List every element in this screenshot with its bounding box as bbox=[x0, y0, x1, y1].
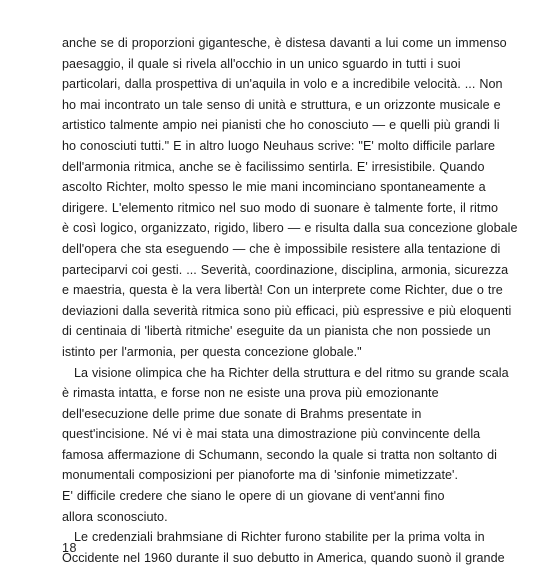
text-line: anche se di proporzioni gigantesche, è distesa davanti a lui come un immenso bbox=[62, 36, 507, 50]
text-line: ascolto Richter, molto spesso le mie mani incominciano spontaneamente a bbox=[62, 180, 486, 195]
text-line: parteciparvi coi gesti. ... Severità, coordinazione, disciplina, armonia, sicurezza bbox=[62, 262, 509, 277]
text-line: dell'armonia ritmica, anche se è facilissimo sentirla. E' irresistibile. Quando bbox=[62, 159, 485, 174]
text-line: dirigere. L'elemento ritmico nel suo modo di suonare è talmente forte, il ritmo bbox=[62, 200, 499, 215]
text-line: E' difficile credere che siano le opere di un giovane di vent'anni fino bbox=[62, 489, 445, 504]
text-line: dell'esecuzione delle prime due sonate di Brahms presentate in bbox=[62, 406, 422, 421]
text-line: famosa affermazione di Schumann, secondo la quale si tratta non soltanto di bbox=[62, 447, 497, 462]
text-line: dell'opera che sta eseguendo — che è impossibile resistere alla tentazione di bbox=[62, 241, 501, 256]
text-line: è così logico, organizzato, rigido, libero — e risulta dalla sua concezione globale bbox=[62, 221, 518, 236]
paragraph-start-line: Le credenziali brahmsiane di Richter furono stabilite per la prima volta in bbox=[74, 530, 485, 545]
text-line: artistico talmente ampio nei pianisti che ho conosciuto — e quelli più grandi li bbox=[62, 118, 500, 133]
text-line: quest'incisione. Né vi è mai stata una dimostrazione più convincente della bbox=[62, 427, 481, 442]
text-line: Occidente nel 1960 durante il suo debutto in America, quando suonò il grande bbox=[62, 550, 505, 565]
text-line: istinto per l'armonia, per questa concezione globale." bbox=[62, 344, 362, 359]
text-line: è rimasta intatta, e forse non ne esiste una prova più emozionante bbox=[62, 386, 439, 401]
text-line: ho conosciuti tutti." E in altro luogo Neuhaus scrive: "E' molto difficile parlare bbox=[62, 138, 496, 153]
text-line: allora sconosciuto. bbox=[62, 509, 168, 524]
text-line: monumentali composizioni per pianoforte ma di 'sinfonie mimetizzate'. bbox=[62, 468, 459, 483]
paragraph-start-line: La visione olimpica che ha Richter della struttura e del ritmo su grande scala bbox=[74, 365, 509, 380]
text-line: e maestria, questa è la vera libertà! Con un interprete come Richter, due o tre bbox=[62, 283, 503, 298]
text-line: ho mai incontrato un tale senso di unità e struttura, e un orizzonte musicale e bbox=[62, 97, 501, 112]
text-line: di centinaia di 'libertà ritmiche' eseguite da un pianista che non possiede un bbox=[62, 324, 491, 339]
text-line: deviazioni dalla severità ritmica sono più efficaci, più espressive e più eloquenti bbox=[62, 303, 512, 318]
page-number: 18 bbox=[62, 541, 77, 555]
body-text bbox=[62, 33, 518, 568]
text-line: particolari, dalla prospettiva di un'aquila in volo e a incredibile velocità. ... Non bbox=[62, 77, 503, 92]
text-line: paesaggio, il quale si rivela all'occhio in un unico sguardo in tutti i suoi bbox=[62, 56, 461, 71]
